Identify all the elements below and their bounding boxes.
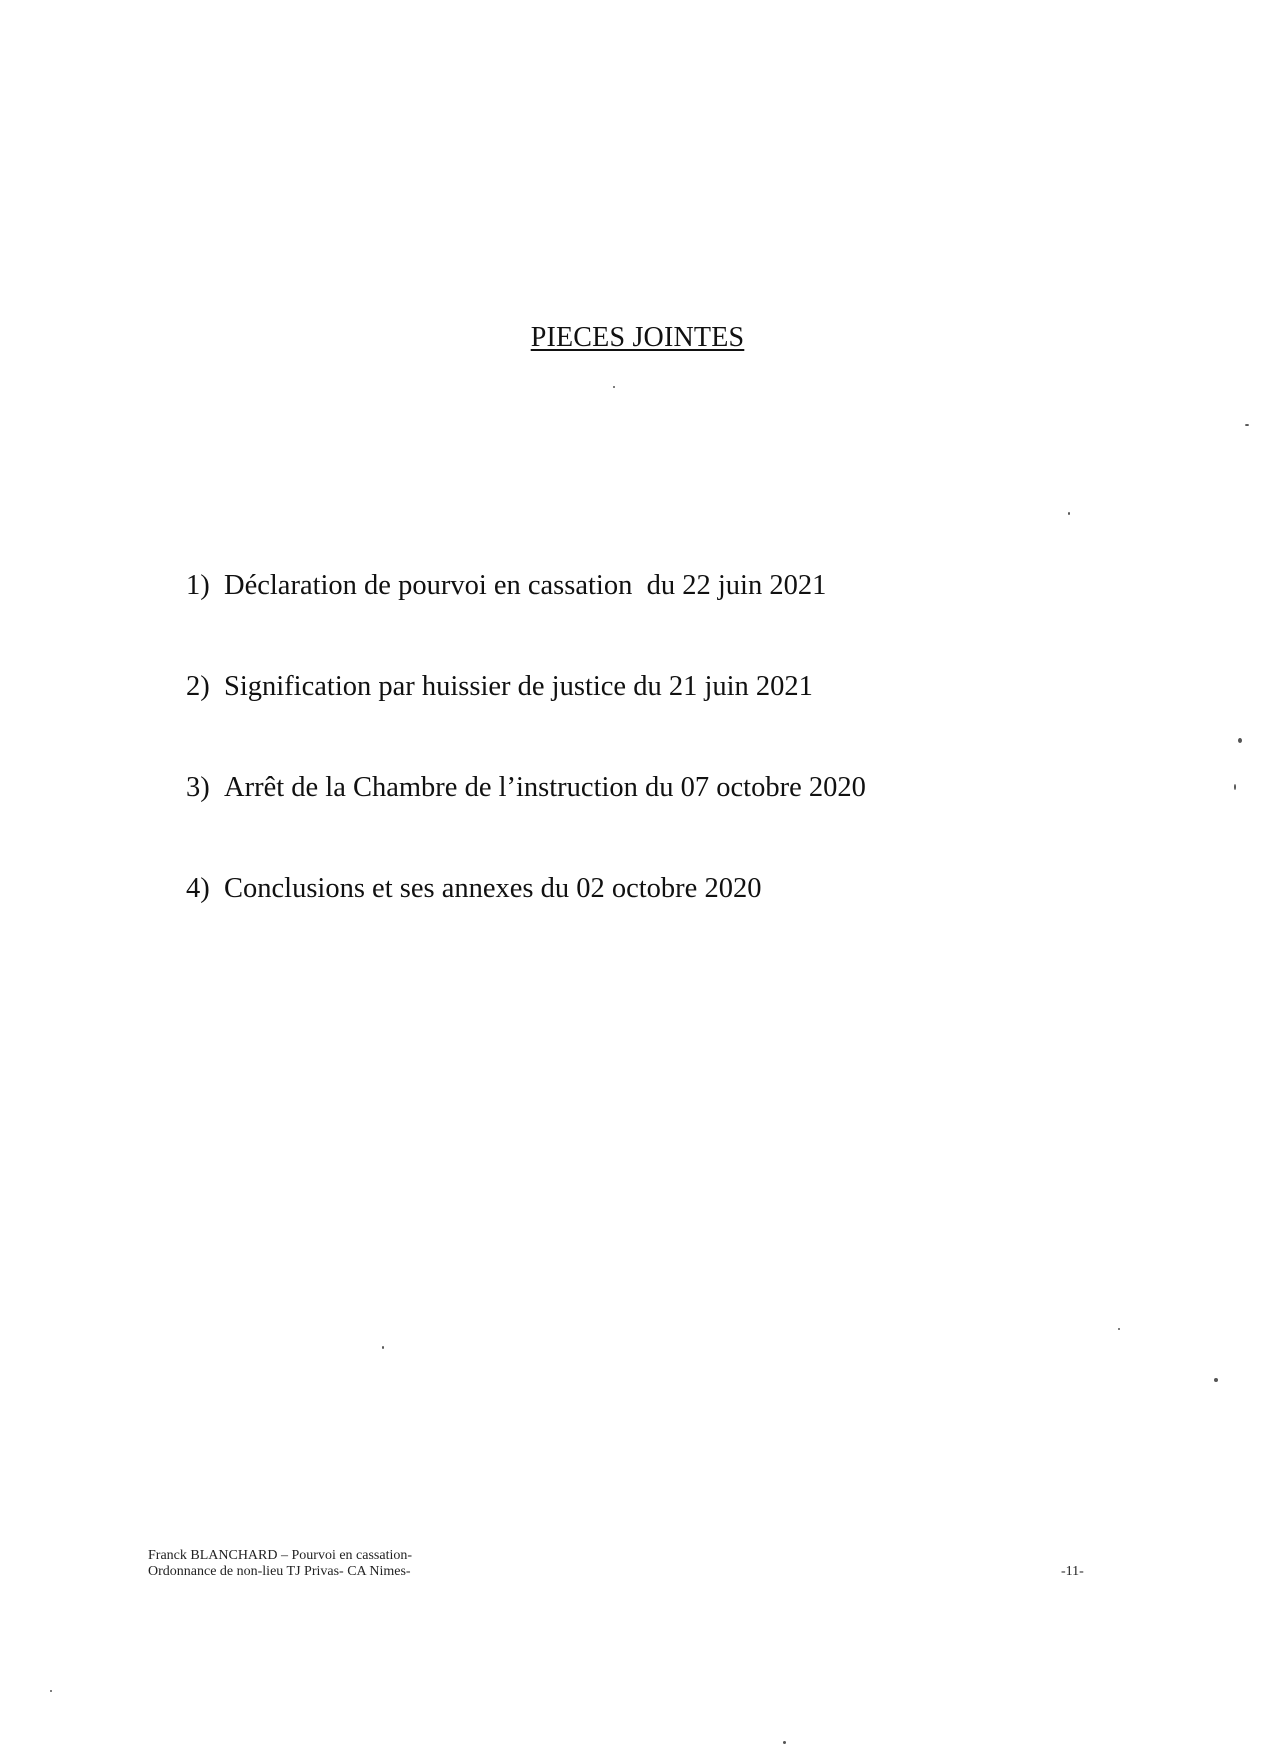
- footer-line-1: Franck BLANCHARD – Pourvoi en cassation-: [148, 1548, 413, 1563]
- footer-line-2: Ordonnance de non-lieu TJ Privas- CA Nimes-: [148, 1564, 411, 1579]
- list-item: [186, 566, 866, 667]
- page-number: -11-: [1061, 1564, 1084, 1579]
- item-text: Arrêt de la Chambre de l’instruction du 07 octobre 2020: [224, 772, 866, 803]
- scan-speck: [1245, 424, 1249, 426]
- list-item: [186, 667, 866, 768]
- scan-speck: [783, 1741, 786, 1744]
- attachments-list: [186, 566, 866, 970]
- item-number: 1): [186, 570, 210, 601]
- item-number: 4): [186, 873, 210, 904]
- footer-reference: [148, 1548, 412, 1580]
- scan-speck: [1234, 784, 1236, 790]
- item-text: Signification par huissier de justice du 21 juin 2021: [224, 671, 813, 702]
- scan-speck: [50, 1690, 52, 1692]
- list-item: [186, 869, 866, 970]
- list-item: [186, 768, 866, 869]
- scan-speck: [1214, 1378, 1218, 1382]
- scan-speck: [1068, 512, 1070, 515]
- scan-speck: [382, 1346, 384, 1349]
- item-text: Conclusions et ses annexes du 02 octobre 2020: [224, 873, 762, 904]
- page-title-text: PIECES JOINTES: [530, 322, 745, 353]
- item-number: 2): [186, 671, 210, 702]
- scan-speck: [1118, 1328, 1120, 1330]
- item-text: Déclaration de pourvoi en cassation du 22 juin 2021: [224, 570, 827, 601]
- scan-speck: [613, 386, 615, 388]
- page-title: [0, 322, 1275, 354]
- item-number: 3): [186, 772, 210, 803]
- scan-speck: [1238, 738, 1242, 743]
